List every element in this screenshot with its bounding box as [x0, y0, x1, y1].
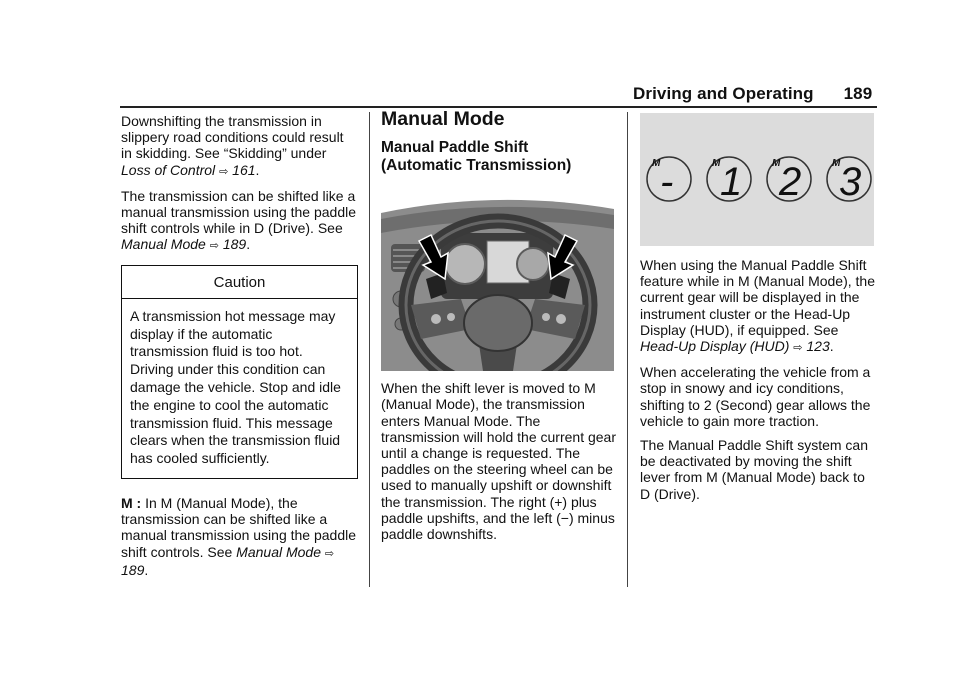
link-head-up-display[interactable]: Head-Up Display (HUD) ⇨ 123	[640, 338, 830, 355]
paragraph-snow-traction: When accelerating the vehicle from a stop in snowy and icy conditions, shifting to 2 (Second) gear allows the vehicle to gain more traction.	[640, 364, 871, 429]
mode-label: M	[712, 158, 721, 169]
paragraph-m-mode: M : In M (Manual Mode), the transmission can be shifted like a manual transmission using the paddle shift controls. See Manual Mode ⇨ 189.	[121, 495, 357, 578]
paragraph-manual-mode: When the shift lever is moved to M (Manual Mode), the transmission enters Manual Mode. The transmission will hold the current gear until a change is requested. The paddles on the steering wheel can be used to manually upshift or downshift the transmission. The right (+) plus paddle upshifts, and the left (−) minus paddle downshifts.	[381, 380, 616, 543]
gear-label: 1	[720, 160, 743, 204]
section-title: Driving and Operating	[633, 84, 814, 103]
link-manual-mode[interactable]: Manual Mode ⇨ 189	[121, 236, 247, 253]
paragraph-gear-display: When using the Manual Paddle Shift feature while in M (Manual Mode), the current gear will be displayed in the instrument cluster or the Head-Up Display (HUD), if equipped. See Head-Up Display (HUD) ⇨ 123.	[640, 257, 875, 355]
gear-label: -	[660, 160, 674, 204]
subsection-heading: Manual Paddle Shift (Automatic Transmission)	[381, 139, 572, 175]
link-manual-mode-2[interactable]: Manual Mode ⇨ 189	[121, 543, 335, 578]
caution-body: A transmission hot message may display if the automatic transmission fluid is too hot. Driving under this condition can damage the vehicle. Stop and idle the engine to cool the automatic transmission fluid. This message clears when the transmission fluid has cooled sufficiently.	[130, 307, 341, 467]
ref-arrow-icon: ⇨	[219, 165, 229, 178]
gear-indicator-illustration	[640, 113, 874, 246]
caution-title: Caution	[122, 266, 357, 299]
ref-arrow-icon: ⇨	[793, 342, 803, 355]
gear-label: 3	[839, 160, 862, 204]
paragraph-downshifting: Downshifting the transmission in slippery road conditions could result in skidding. See “Skidding” under Loss of Control ⇨ 161.	[121, 113, 344, 178]
column-3	[640, 113, 877, 510]
section-heading: Manual Mode	[381, 108, 505, 130]
mode-label: M	[772, 158, 781, 169]
ref-arrow-icon: ⇨	[209, 240, 219, 253]
paragraph-deactivate: The Manual Paddle Shift system can be deactivated by moving the shift lever from M (Manual Mode) back to D (Drive).	[640, 437, 869, 502]
column-divider-2	[627, 112, 628, 587]
column-divider-1	[369, 112, 370, 587]
steering-wheel-paddle-photo	[381, 189, 614, 371]
mode-label: M	[832, 158, 841, 169]
m-label: M :	[121, 495, 142, 511]
column-1	[121, 113, 358, 586]
page-header	[633, 84, 872, 104]
gear-label: 2	[779, 160, 802, 204]
link-loss-of-control[interactable]: Loss of Control ⇨ 161	[121, 161, 256, 178]
ref-arrow-icon: ⇨	[324, 547, 335, 560]
page-number: 189	[843, 84, 873, 103]
column-2	[381, 108, 619, 550]
mode-label: M	[652, 158, 661, 169]
caution-box	[121, 265, 358, 479]
paragraph-paddle-shift: The transmission can be shifted like a manual transmission using the paddle shift controls while in D (Drive). See Manual Mode ⇨ 189.	[121, 187, 357, 253]
